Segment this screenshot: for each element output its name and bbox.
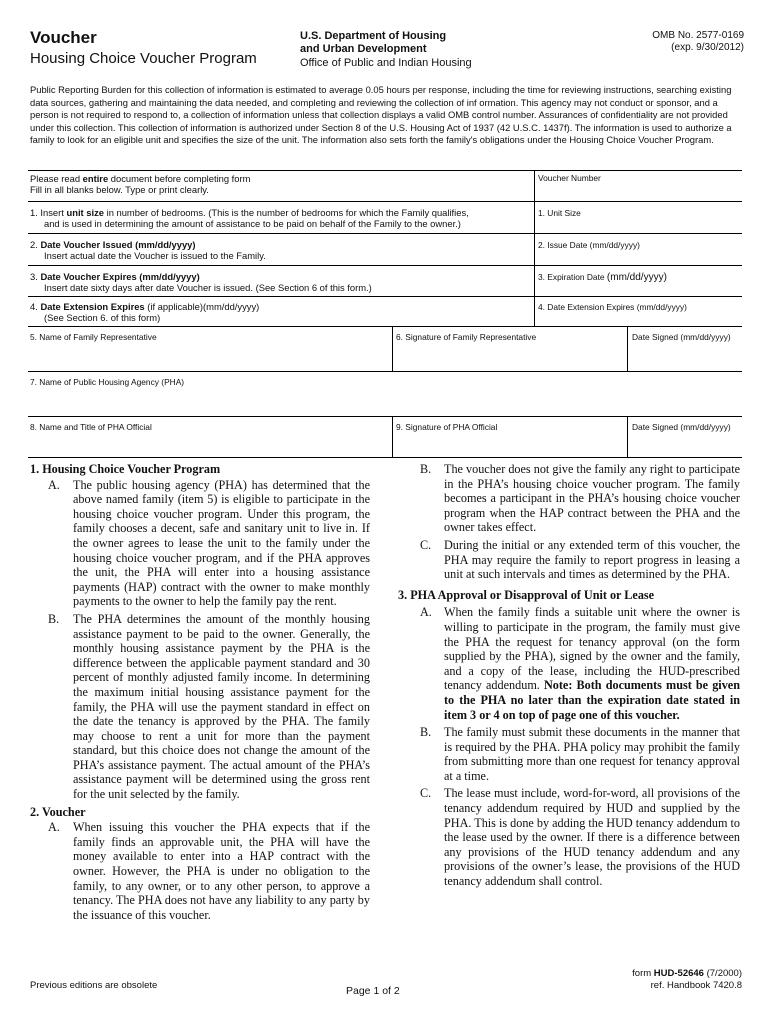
office-name: Office of Public and Indian Housing (300, 57, 472, 69)
section-3-title: 3. PHA Approval or Disapproval of Unit or Lease (398, 587, 655, 602)
instructions-row (28, 171, 742, 202)
form-number: form HUD-52646 (7/2000) ref. Handbook 7420.8 (632, 968, 742, 991)
section-3-item-b: B. The family must submit these documents in the manner that is required by the PHA. PHA policy may prohibit the family from submitting more than one request for tenancy approval at a time. (420, 725, 740, 783)
page-number: Page 1 of 2 (346, 985, 400, 997)
extension-date-field[interactable]: 4. Date Extension Expires (mm/dd/yyyy) (538, 302, 687, 312)
unit-size-instructions: 1. Insert unit size in number of bedrooms. (This is the number of bedrooms for which the Family qualifies, and is used in determining the amount of assistance to be paid on behalf of the Family to the owner.) (30, 207, 469, 229)
family-date-signed-field[interactable]: Date Signed (mm/dd/yyyy) (632, 332, 731, 342)
form-instructions: Please read entire document before completing form Fill in all blanks below. Type or print clearly. (30, 173, 251, 195)
section-3-item-c: C. The lease must include, word-for-word, all provisions of the tenancy addendum required by HUD and supplied by the PHA. This is done by adding the HUD tenancy addendum to the lease used by the owner. If there is a difference between any provisions of the HUD tenancy addendum and any provisions of the owner’s lease, the provisions of the HUD tenancy addendum shall control. (420, 786, 740, 889)
public-reporting-burden: Public Reporting Burden for this collection of information is estimated to average 0.05 hours per response, including the time for reviewing instructions, searching existing data sources, gathering and maintaining the data needed, and completing and reviewing the collection of inf ormation. This agency may not conduct or sponsor, and a person is not required to respond to, a collection of information unless that collection displays a valid OMB control number. Assurances of confidentiality are not provided under this collection. This collection of information is authorized under Section 8 of the U.S. Housing Act of 1937 (42 U.S.C. 1437f). The information is used to authorize a family to look for an eligible unit and specifies the size of the unit. The information also sets forth the family's obligations under the Housing Choice Voucher Program. (30, 84, 732, 145)
expiration-date-row (28, 266, 742, 297)
extension-date-instructions: 4. Date Extension Expires (if applicable)(mm/dd/yyyy) (See Section 6. of this form) (30, 301, 260, 323)
unit-size-field[interactable]: 1. Unit Size (538, 208, 581, 218)
body-column-right (398, 462, 740, 892)
issue-date-field[interactable]: 2. Issue Date (mm/dd/yyyy) (538, 240, 640, 250)
department-name: U.S. Department of Housing and Urban Development (300, 30, 447, 55)
extension-date-row (28, 297, 742, 327)
section-2-item-a: A. When issuing this voucher the PHA expects that if the family finds an approvable unit, the PHA will have the money available to enter into a HAP contract with the owner. However, the PHA is under no obligation to the family, to any owner, or to any other person, to approve a tenancy. The PHA does not have any liability to any party by the issuance of this voucher. (48, 820, 370, 922)
voucher-number-field[interactable]: Voucher Number (538, 173, 601, 183)
section-2-item-b: B. The voucher does not give the family any right to participate in the PHA’s housing choice voucher program. The family becomes a participant in the PHA’s housing choice voucher program when the HAP contract between the PHA and the owner takes effect. (420, 462, 740, 535)
family-representative-name-field[interactable]: 5. Name of Family Representative (30, 332, 157, 342)
body-column-left (30, 462, 370, 925)
pha-date-signed-field[interactable]: Date Signed (mm/dd/yyyy) (632, 422, 731, 432)
section-1-item-b: B. The PHA determines the amount of the monthly housing assistance payment to be paid to the owner. Generally, the monthly housing assistance payment by the PHA is the difference between the applicable payment standard and 30 percent of monthly adjusted family income. In determining the maximum initial housing assistance payment for the family, the PHA will use the payment standard in effect on the date the tenancy is approved by the PHA. The family may choose to rent a unit for more than the payment standard, but this choice does not change the amount of the PHA’s assistance payment. The actual amount of the PHA’s assistance payment will be determined using the gross rent for the unit selected by the family. (48, 611, 370, 802)
section-2-item-c: C. During the initial or any extended term of this voucher, the PHA may require the family to report progress in leasing a unit at such intervals and times as determined by the PHA. (420, 537, 740, 582)
pha-official-signature-field[interactable]: 9. Signature of PHA Official (396, 422, 498, 432)
issue-date-instructions: 2. Date Voucher Issued (mm/dd/yyyy) Insert actual date the Voucher is issued to the Family. (30, 239, 266, 261)
voucher-form-fields (28, 170, 742, 458)
family-representative-signature-field[interactable]: 6. Signature of Family Representative (396, 332, 537, 342)
section-3-item-a: A. When the family finds a suitable unit where the owner is willing to participate in the program, the family must give the PHA the request for tenancy approval (on the form supplied by the PHA), signed by the owner and the family, and a copy of the lease, including the HUD-prescribed tenancy addendum. Note: Both documents must be given to the PHA no later than the expiration date stated in item 3 or 4 on top of page one of this voucher. (420, 605, 740, 722)
expiration-date-field[interactable]: 3. Expiration Date (mm/dd/yyyy) (538, 272, 667, 283)
family-representative-row (28, 327, 742, 372)
section-1-item-a: A. The public housing agency (PHA) has determined that the above named family (item 5) is eligible to participate in the housing choice voucher program. Under this program, the family chooses a decent, safe and sanitary unit to live in. If the owner agrees to lease the unit to the family under the housing choice voucher program, and if the PHA approves the unit, the PHA will enter into a housing assistance payments (HAP) contract with the owner to make monthly payments to the owner to help the family pay the rent. (48, 477, 370, 609)
previous-editions-note: Previous editions are obsolete (30, 980, 158, 991)
omb-number: OMB No. 2577-0169 (exp. 9/30/2012) (652, 30, 744, 53)
section-2-title: 2. Voucher (30, 804, 86, 819)
form-title: Voucher (30, 28, 97, 47)
unit-size-row (28, 202, 742, 234)
section-1-title: 1. Housing Choice Voucher Program (30, 462, 221, 476)
pha-official-name-field[interactable]: 8. Name and Title of PHA Official (30, 422, 152, 432)
form-subtitle: Housing Choice Voucher Program (30, 50, 257, 67)
issue-date-row (28, 234, 742, 266)
pha-name-field[interactable]: 7. Name of Public Housing Agency (PHA) (30, 377, 185, 387)
expiration-date-instructions: 3. Date Voucher Expires (mm/dd/yyyy) Insert date sixty days after date Voucher is issued. (See Section 6 of this form.) (30, 271, 372, 293)
pha-name-row (28, 372, 742, 417)
pha-official-row (28, 417, 742, 458)
